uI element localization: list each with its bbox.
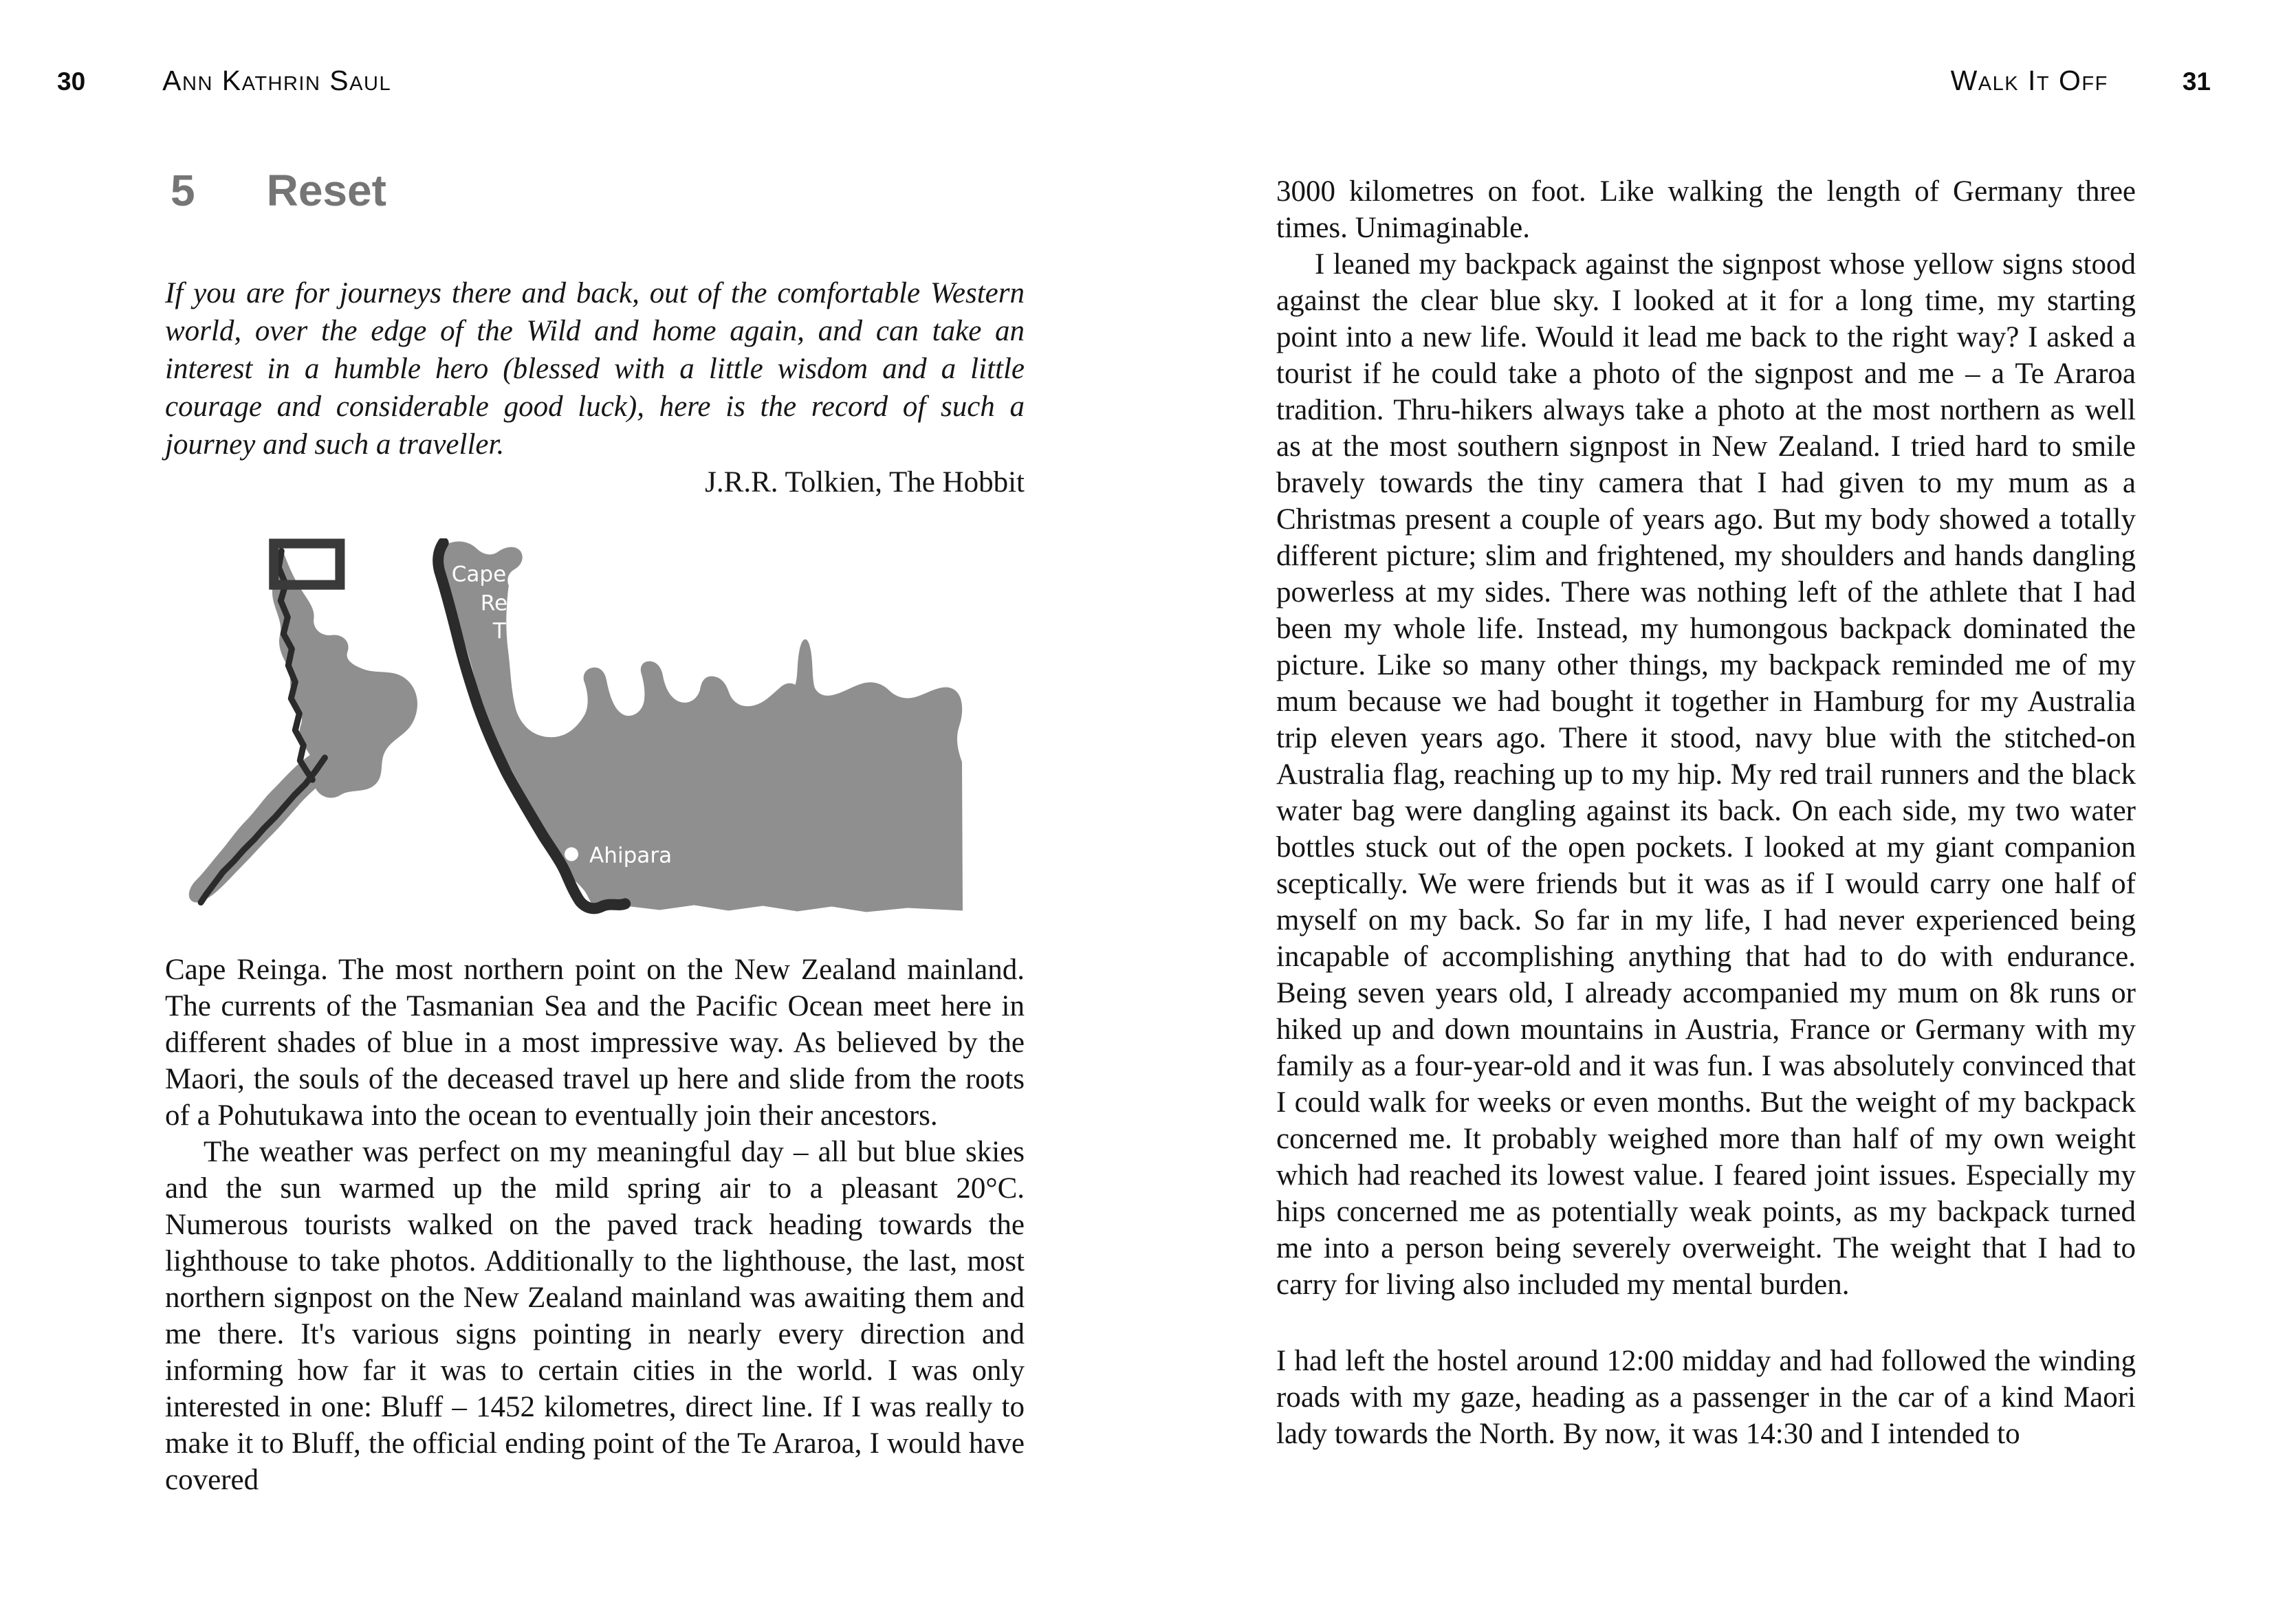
epigraph-attribution: J.R.R. Tolkien, The Hobbit <box>705 466 1025 498</box>
right-page-body <box>1276 173 2136 1452</box>
left-paragraph-2: The weather was perfect on my meaningful day – all but blue skies and the sun warmed up the mild spring air to a pleasant 20°C. Numerous tourists walked on the paved track heading towards the lighthouse to take photos. Additionally to the lighthouse, the last, most northern signpost on the New Zealand mainland was awaiting them and me there. It's various signs pointing in nearly every direction and informing how far it was to certain cities in the world. I was only interested in one: Bluff – 1452 kilometres, direct line. If I was really to make it to Bluff, the official ending point of the Te Araroa, I would have covered <box>165 1136 1025 1496</box>
left-page-number: 30 <box>57 67 86 96</box>
ahipara-label: Ahipara <box>589 843 673 868</box>
left-running-header: Ann Kathrin Saul <box>162 65 392 96</box>
left-page-body <box>165 952 1025 1498</box>
chapter-heading <box>171 165 386 216</box>
right-paragraph-3: I had left the hostel around 12:00 midday and had followed the winding roads with my gaze, heading as a passenger in the car of a kind Maori lady towards the North. By now, it was 14:30 and I intended to <box>1276 1345 2136 1450</box>
ahipara-marker-dot <box>565 847 578 861</box>
epigraph-text: If you are for journeys there and back, out of the comfortable Western world, over the edge of the Wild and home again, and can take an interest in a humble hero (blessed with a little wisdom and a little courage and considerable good luck), here is the record of such a journey and such a traveller. <box>165 277 1025 461</box>
minimap-te-araroa-trail-south <box>201 758 325 902</box>
right-page-header <box>1951 65 2211 97</box>
right-paragraph-1: 3000 kilometres on foot. Like walking the length of Germany three times. Unimaginable. <box>1276 175 2136 244</box>
chapter-title: Reset <box>266 166 386 215</box>
map-svg <box>177 538 963 918</box>
new-zealand-map-figure <box>177 538 963 918</box>
cape-reinga-label-line1: Cape <box>451 562 507 587</box>
right-paragraph-2: I leaned my backpack against the signpost whose yellow signs stood against the clear blue sky. I looked at it for a long time, my starting point into a new life. Would it lead me back to the right way? I asked a tourist if he could take a photo of the signpost and me – a Te Araroa tradition. Thru-hikers always take a photo at the most northern as well as at the most southern signpost in New Zealand. I tried hard to smile bravely towards the tiny camera that I had given to my mum as a Christmas present a couple of years ago. But my body showed a totally different picture; slim and frightened, my shoulders and hands dangling powerless at my sides. There was nothing left of the athlete that I had been my whole life. Instead, my humongous backpack dominated the picture. Like so many other things, my backpack reminded me of my mum because we had bought it together in Hamburg for my Australia trip eleven years ago. There it stood, navy blue with the stitched-on Australia flag, reaching up to my hip. My red trail runners and the black water bag were dangling against its back. On each side, my two water bottles stuck out of the open pockets. I looked at my giant companion sceptically. We were friends but it was as if I would carry one half of myself on my back. So far in my life, I had never experienced being incapable of accomplishing anything that had to do with endurance. Being seven years old, I already accompanied my mum on 8k runs or hiked up and down mountains in Austria, France or Germany with my family as a four-year-old and it was fun. I was absolutely convinced that I could walk for weeks or even months. But the weight of my backpack concerned me. It probably weighed more than half of my own weight which had reached its lowest value. I feared joint issues. Especially my hips concerned me as potentially weak points, as my backpack turned me into a person being severely overweight. The weight that I had to carry for living also included my mental burden. <box>1276 248 2136 1301</box>
chapter-number: 5 <box>171 166 195 215</box>
right-running-header: Walk It Off <box>1950 65 2108 96</box>
left-paragraph-1: Cape Reinga. The most northern point on the New Zealand mainland. The currents of the Tasmanian Sea and the Pacific Ocean meet here in different shades of blue in a most impressive way. As believed by the Maori, the souls of the deceased travel up here and slide from the roots of a Pohutukawa into the ocean to eventually join their ancestors. <box>165 954 1025 1132</box>
the-bluff-label-line2: Bluff <box>507 644 557 670</box>
right-page-number: 31 <box>2182 67 2211 96</box>
the-bluff-label-line1: The <box>492 618 533 644</box>
epigraph <box>165 274 1025 501</box>
cape-reinga-label-line2: Reinga <box>480 591 554 616</box>
left-page-header <box>57 65 391 97</box>
